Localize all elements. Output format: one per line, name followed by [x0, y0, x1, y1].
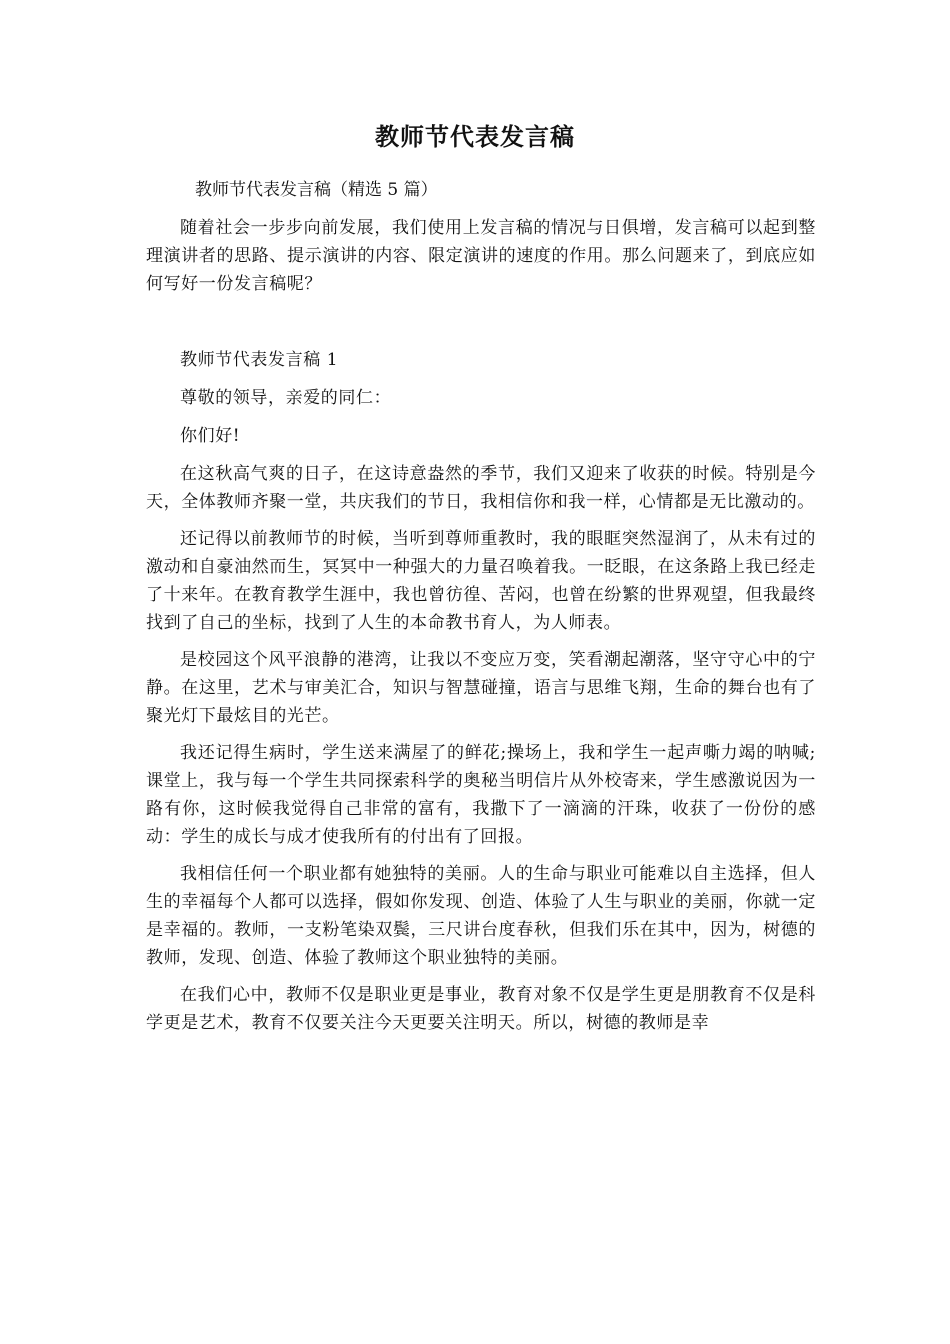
- document-body: [146, 214, 816, 1037]
- document-title: 教师节代表发言稿: [375, 122, 575, 151]
- body-paragraph-1: 在这秋高气爽的日子，在这诗意盎然的季节，我们又迎来了收获的时候。特别是今天，全体教师齐聚一堂，共庆我们的节日，我相信你和我一样，心情都是无比激动的。: [146, 464, 816, 512]
- body-paragraph-3: 是校园这个风平浪静的港湾，让我以不变应万变，笑看潮起潮落，坚守守心中的宁静。在这里，艺术与审美汇合，知识与智慧碰撞，语言与思维飞翔，生命的舞台也有了聚光灯下最炫目的光芒。: [146, 650, 816, 726]
- document-subtitle: 教师节代表发言稿（精选 5 篇）: [195, 180, 438, 200]
- salutation: 尊敬的领导，亲爱的同仁：: [180, 388, 392, 408]
- section-heading: 教师节代表发言稿 1: [180, 350, 339, 370]
- intro-paragraph: 随着社会一步步向前发展，我们使用上发言稿的情况与日俱增，发言稿可以起到整理演讲者的思路、提示演讲的内容、限定演讲的速度的作用。那么问题来了，到底应如何写好一份发言稿呢？: [146, 218, 816, 294]
- body-paragraph-5: 我相信任何一个职业都有她独特的美丽。人的生命与职业可能难以自主选择，但人生的幸福每个人都可以选择，假如你发现、创造、体验了人生与职业的美丽，你就一定是幸福的。教师，一支粉笔染双鬓，三尺讲台度春秋，但我们乐在其中，因为，树德的教师，发现、创造、体验了教师这个职业独特的美丽。: [146, 864, 816, 968]
- body-paragraph-6: 在我们心中，教师不仅是职业更是事业，教育对象不仅是学生更是朋教育不仅是科学更是艺术，教育不仅要关注今天更要关注明天。所以，树德的教师是幸: [146, 985, 816, 1033]
- body-paragraph-4: 我还记得生病时，学生送来满屋了的鲜花;操场上，我和学生一起声嘶力竭的呐喊;课堂上，我与每一个学生共同探索科学的奥秘当明信片从外校寄来，学生感激说因为一路有你，这时候我觉得自己非常的富有，我撒下了一滴滴的汗珠，收获了一份份的感动：学生的成长与成才使我所有的付出有了回报。: [146, 743, 816, 847]
- body-paragraph-2: 还记得以前教师节的时候，当听到尊师重教时，我的眼眶突然湿润了，从未有过的激动和自豪油然而生，冥冥中一种强大的力量召唤着我。一眨眼，在这条路上我已经走了十来年。在教育教学生涯中，我也曾彷徨、苦闷，也曾在纷繁的世界观望，但我最终找到了自己的坐标，找到了人生的本命教书育人，为人师表。: [146, 529, 816, 633]
- greeting: 你们好!: [180, 426, 241, 446]
